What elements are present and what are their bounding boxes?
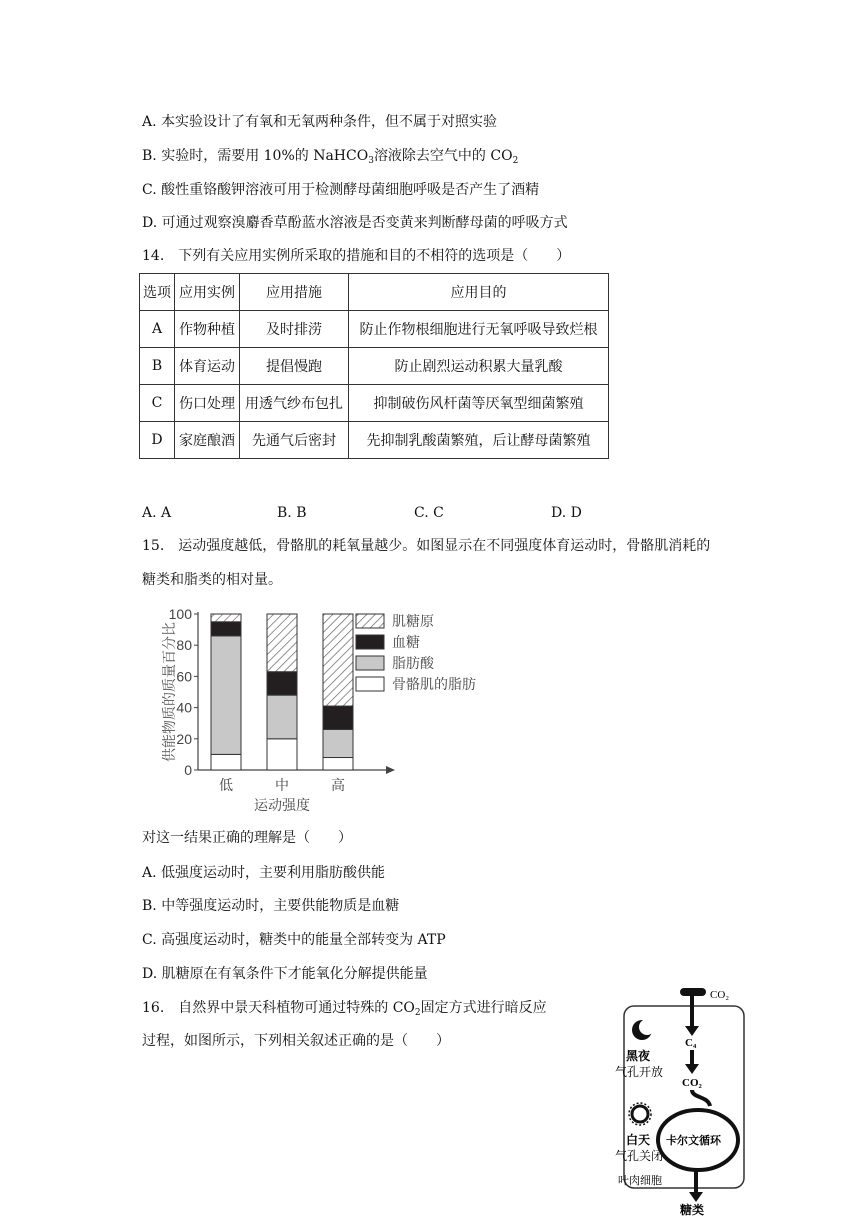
bar-segment xyxy=(267,695,297,739)
header-cell: 应用实例 xyxy=(175,274,240,311)
bar-segment xyxy=(323,729,353,757)
table-cell: B xyxy=(140,348,175,385)
header-cell: 应用目的 xyxy=(349,274,609,311)
table-cell: 先抑制乳酸菌繁殖，后让酵母菌繁殖 xyxy=(349,422,609,459)
legend-label: 肌糖原 xyxy=(392,613,434,629)
arrow-head xyxy=(689,1192,703,1202)
calvin-cycle-label: 卡尔文循环 xyxy=(666,1135,721,1147)
table-cell: 防止剧烈运动积累大量乳酸 xyxy=(349,348,609,385)
q16-stem-line2: 过程，如图所示，下列相关叙述正确的是（ ） xyxy=(142,1033,450,1049)
stomata-open-label: 气孔开放 xyxy=(615,1065,664,1079)
q14-option-a: A. A xyxy=(142,505,172,521)
arrow-to-cycle xyxy=(692,1090,710,1106)
arrow-head xyxy=(685,1064,699,1074)
legend-label: 脂肪酸 xyxy=(392,655,434,671)
y-axis-label: 供能物质的质量百分比 xyxy=(161,622,177,762)
mesophyll-cell-label: 叶肉细胞 xyxy=(618,1175,662,1187)
stoma-icon xyxy=(680,988,706,996)
q14-option-b: B. B xyxy=(277,505,307,521)
q15-option-a: A. 低强度运动时，主要利用脂肪酸供能 xyxy=(142,865,386,881)
y-tick-label: 0 xyxy=(184,762,192,778)
bar-segment xyxy=(323,706,353,729)
bar-segment xyxy=(267,614,297,672)
table-cell: 防止作物根细胞进行无氧呼吸导致烂根 xyxy=(349,311,609,348)
table-cell: 用透气纱布包扎 xyxy=(240,385,349,422)
table-cell: 及时排涝 xyxy=(240,311,349,348)
table-cell: 提倡慢跑 xyxy=(240,348,349,385)
bar-segment xyxy=(211,754,241,770)
x-tick-label: 高 xyxy=(331,777,345,793)
bar-segment xyxy=(267,672,297,695)
q14-stem: 14. 下列有关应用实例所采取的措施和目的不相符的选项是（ ） xyxy=(142,248,571,264)
table-row xyxy=(140,348,609,385)
table-cell: 体育运动 xyxy=(175,348,240,385)
legend-swatch xyxy=(356,635,384,649)
arrow-head xyxy=(685,1026,699,1036)
sugar-label: 糖类 xyxy=(680,1203,705,1216)
energy-source-chart xyxy=(160,600,500,824)
q13-option-b: B. 实验时，需要用 10%的 NaHCO$_3$溶液除去空气中的 $CO_2$ xyxy=(142,148,519,166)
table-cell: 作物种植 xyxy=(175,311,240,348)
q15-option-d: D. 肌糖原在有氧条件下才能氧化分解提供能量 xyxy=(142,966,428,982)
bar-segment xyxy=(211,614,241,622)
table-row xyxy=(140,385,609,422)
table-cell: 伤口处理 xyxy=(175,385,240,422)
co2-inner-label: CO₂ xyxy=(682,1077,702,1089)
legend-swatch xyxy=(356,656,384,670)
legend-swatch xyxy=(356,677,384,691)
q13-option-a: A. 本实验设计了有氧和无氧两种条件，但不属于对照实验 xyxy=(142,114,498,130)
cam-plant-diagram xyxy=(610,982,750,1216)
stomata-closed-label: 气孔关闭 xyxy=(615,1149,664,1163)
q13-option-c: C. 酸性重铬酸钾溶液可用于检测酵母菌细胞呼吸是否产生了酒精 xyxy=(142,182,540,198)
night-label: 黑夜 xyxy=(626,1049,651,1063)
x-tick-label: 低 xyxy=(219,777,233,793)
legend-label: 血糖 xyxy=(392,634,420,650)
q15-question: 对这一结果正确的理解是（ ） xyxy=(142,830,352,846)
y-tick-label: 40 xyxy=(176,699,192,716)
legend-label: 骨骼肌的脂肪 xyxy=(392,676,476,692)
x-axis-arrow xyxy=(386,766,395,774)
y-tick-label: 80 xyxy=(176,637,192,654)
bar-segment xyxy=(323,614,353,706)
bar-segment xyxy=(211,622,241,636)
q15-stem-line2: 糖类和脂类的相对量。 xyxy=(142,572,282,588)
legend-swatch xyxy=(356,614,384,628)
q15-option-c: C. 高强度运动时，糖类中的能量全部转变为 ATP xyxy=(142,932,446,948)
y-tick-label: 60 xyxy=(176,668,192,685)
table-cell: C xyxy=(140,385,175,422)
q15-option-b: B. 中等强度运动时，主要供能物质是血糖 xyxy=(142,898,400,914)
y-tick-label: 20 xyxy=(176,730,192,747)
day-label: 白天 xyxy=(626,1133,651,1147)
table-cell: 抑制破伤风杆菌等厌氧型细菌繁殖 xyxy=(349,385,609,422)
header-cell: 选项 xyxy=(140,274,175,311)
table-cell: 家庭酿酒 xyxy=(175,422,240,459)
q16-stem-line1: 16. 自然界中景天科植物可通过特殊的 $CO_2$固定方式进行暗反应 xyxy=(142,1000,547,1018)
table-row xyxy=(140,422,609,459)
sun-icon xyxy=(632,1106,648,1122)
header-cell: 应用措施 xyxy=(240,274,349,311)
x-tick-label: 中 xyxy=(275,777,289,793)
c4-label: C₄ xyxy=(685,1037,697,1049)
q14-option-d: D. D xyxy=(551,505,582,521)
q14-table xyxy=(139,273,609,459)
table-cell: 先通气后密封 xyxy=(240,422,349,459)
y-tick-label: 100 xyxy=(168,606,192,622)
q15-stem-line1: 15. 运动强度越低，骨骼肌的耗氧量越少。如图显示在不同强度体育运动时，骨骼肌消耗的 xyxy=(142,538,711,554)
q14-option-c: C. C xyxy=(414,505,444,521)
table-row xyxy=(140,311,609,348)
table-header-row xyxy=(140,274,609,311)
x-axis-label: 运动强度 xyxy=(254,797,310,813)
bar-segment xyxy=(323,758,353,770)
co2-in-label: CO₂ xyxy=(710,989,730,1001)
q13-option-d: D. 可通过观察溴麝香草酚蓝水溶液是否变黄来判断酵母菌的呼吸方式 xyxy=(142,215,568,231)
table-cell: A xyxy=(140,311,175,348)
bar-segment xyxy=(211,636,241,755)
bar-segment xyxy=(267,739,297,770)
table-cell: D xyxy=(140,422,175,459)
